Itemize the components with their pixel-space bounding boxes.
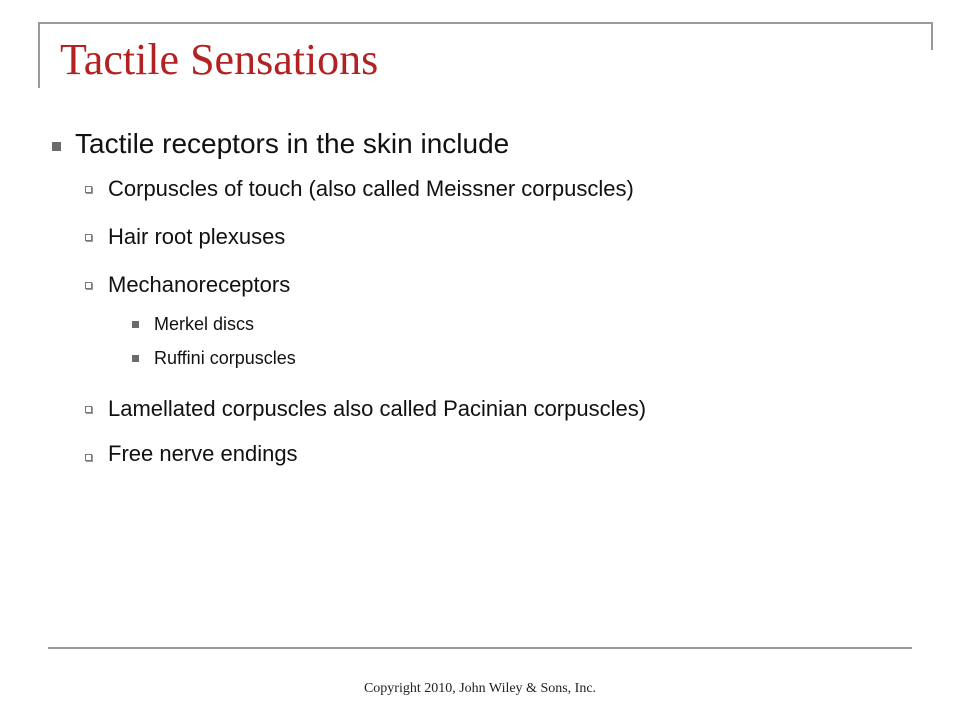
slide-title: Tactile Sensations xyxy=(60,35,379,84)
left-rule xyxy=(38,22,40,88)
copyright-footer: Copyright 2010, John Wiley & Sons, Inc. xyxy=(363,681,597,696)
hollow-square-bullet-icon xyxy=(85,282,92,289)
square-bullet-icon xyxy=(132,321,139,328)
sub-list-item: Merkel discs xyxy=(154,314,255,334)
list-item: Mechanoreceptors xyxy=(108,272,291,297)
top-rule xyxy=(40,22,933,24)
square-bullet-icon xyxy=(52,142,61,151)
hollow-square-bullet-icon xyxy=(85,406,92,413)
list-item: Lamellated corpuscles also called Pacinian corpuscles) xyxy=(108,396,647,421)
hollow-square-bullet-icon xyxy=(85,186,92,193)
sub-list-item: Ruffini corpuscles xyxy=(154,348,296,368)
list-item: Free nerve endings xyxy=(108,441,298,466)
list-item: Hair root plexuses xyxy=(108,224,286,249)
top-rule-tick xyxy=(931,22,933,50)
square-bullet-icon xyxy=(132,355,139,362)
bottom-rule xyxy=(48,647,912,649)
list-item: Corpuscles of touch (also called Meissner corpuscles) xyxy=(108,176,634,201)
main-point: Tactile receptors in the skin include xyxy=(75,128,510,159)
hollow-square-bullet-icon xyxy=(85,234,92,241)
hollow-square-bullet-icon xyxy=(85,454,92,461)
